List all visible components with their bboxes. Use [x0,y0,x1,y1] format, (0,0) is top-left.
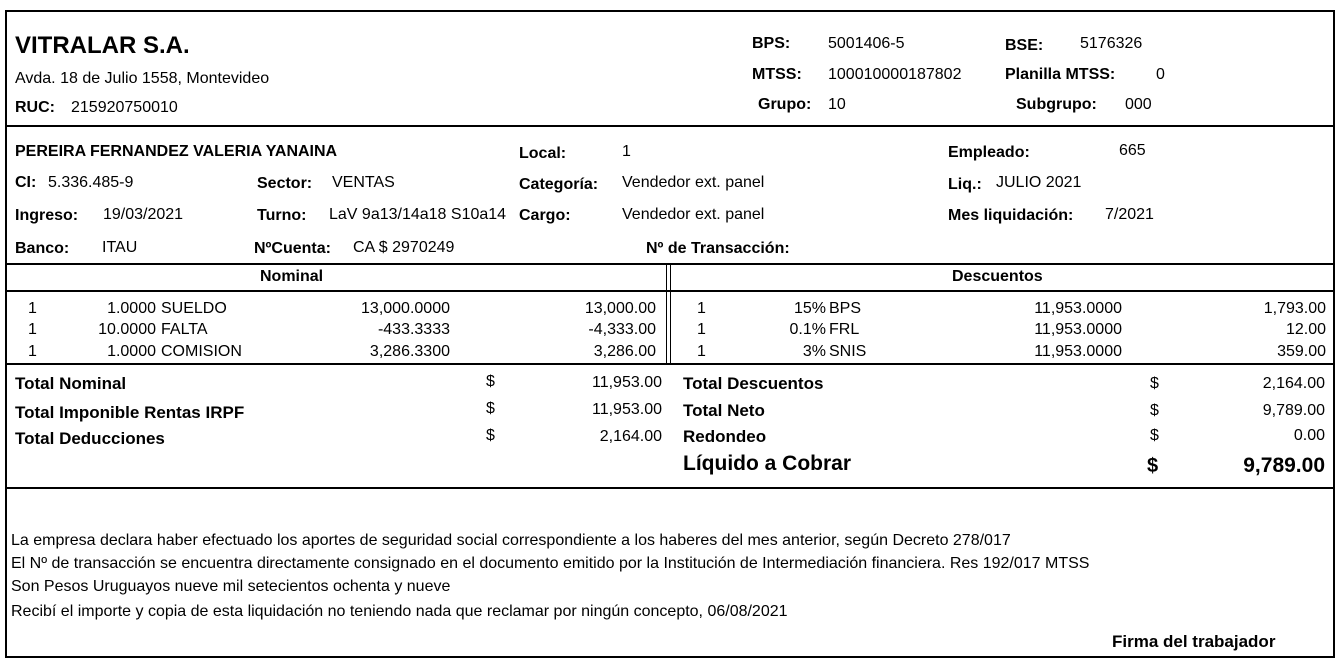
bse-label: BSE: [1005,37,1044,54]
turno-label: Turno: [257,207,307,224]
firma-label: Firma del trabajador [1112,632,1276,651]
nominal-base: -433.3333 [377,321,450,338]
nominal-code: 1 [28,321,37,338]
nominal-amount: 3,286.00 [593,343,656,360]
total-imponible-label: Total Imponible Rentas IRPF [15,403,245,422]
grupo-value: 10 [828,96,846,113]
bps-label: BPS: [752,35,791,52]
descuento-concept: SNIS [829,343,867,360]
mes-value: 7/2021 [1105,206,1154,223]
planilla-value: 0 [1156,66,1165,83]
total-imponible-currency: $ [486,400,495,417]
footer-line-4: Recibí el importe y copia de esta liquidación no teniendo nada que reclamar por ningún concepto, 06/08/2021 [11,603,788,620]
footer-line-2: El Nº de transacción se encuentra directamente consignado en el documento emitido por la Institución de Intermediación financiera. Res 192/017 MTSS [11,555,1090,572]
descuento-code: 1 [697,300,706,317]
total-descuentos-currency: $ [1150,375,1159,392]
ci-value: 5.336.485-9 [48,174,134,191]
redondeo-label: Redondeo [683,427,767,446]
ruc-label: RUC: [15,99,55,116]
descuento-amount: 1,793.00 [1263,300,1326,317]
liq-label: Liq.: [948,176,982,193]
ingreso-label: Ingreso: [15,207,79,224]
cargo-value: Vendedor ext. panel [622,206,765,223]
nominal-qty: 1.0000 [107,300,156,317]
planilla-label: Planilla MTSS: [1005,66,1116,83]
divider-rows [5,363,1335,365]
ruc-value: 215920750010 [71,99,178,116]
nominal-amount: -4,333.00 [588,321,656,338]
divider-totals [5,487,1335,489]
nominal-code: 1 [28,343,37,360]
total-neto-label: Total Neto [683,401,765,420]
liq-value: JULIO 2021 [996,174,1082,191]
nominal-base: 13,000.0000 [361,300,450,317]
ingreso-value: 19/03/2021 [103,206,184,223]
nominal-base: 3,286.3300 [369,343,450,360]
descuentos-header: Descuentos [952,268,1043,285]
categoria-value: Vendedor ext. panel [622,174,765,191]
total-deducciones-value: 2,164.00 [599,428,662,445]
total-deducciones-label: Total Deducciones [15,429,165,448]
transaccion-label: Nº de Transacción: [646,240,790,257]
redondeo-value: 0.00 [1293,427,1325,444]
banco-value: ITAU [102,239,138,256]
descuento-code: 1 [697,343,706,360]
divider-header [5,125,1335,127]
footer-line-1: La empresa declara haber efectuado los aportes de seguridad social correspondiente a los haberes del mes anterior, según Decreto 278/017 [11,532,1011,549]
descuento-rate: 3% [802,343,826,360]
nominal-concept: FALTA [161,321,208,338]
local-value: 1 [622,143,631,160]
total-neto-value: 9,789.00 [1262,402,1325,419]
descuento-code: 1 [697,321,706,338]
redondeo-currency: $ [1150,427,1159,444]
total-deducciones-currency: $ [486,427,495,444]
cuenta-label: NºCuenta: [254,240,331,257]
mtss-label: MTSS: [752,66,802,83]
bps-value: 5001406-5 [828,35,905,52]
descuento-base: 11,953.0000 [1034,321,1122,338]
sector-value: VENTAS [332,174,395,191]
total-descuentos-label: Total Descuentos [683,374,824,393]
empleado-label: Empleado: [948,144,1030,161]
company-address: Avda. 18 de Julio 1558, Montevideo [15,70,270,87]
empleado-value: 665 [1119,142,1146,159]
descuento-rate: 0.1% [789,321,826,338]
descuento-rate: 15% [793,300,826,317]
bse-value: 5176326 [1080,35,1143,52]
total-imponible-value: 11,953.00 [592,401,662,418]
cuenta-value: CA $ 2970249 [353,239,455,256]
liquido-value: 9,789.00 [1243,454,1325,477]
total-nominal-label: Total Nominal [15,374,127,393]
nominal-concept: SUELDO [161,300,227,317]
descuento-concept: FRL [829,321,860,338]
sector-label: Sector: [257,175,313,192]
categoria-label: Categoría: [519,176,599,193]
descuento-base: 11,953.0000 [1034,343,1122,360]
subgrupo-value: 000 [1125,96,1152,113]
nominal-code: 1 [28,300,37,317]
column-separator-a [666,265,667,363]
total-nominal-currency: $ [486,373,495,390]
nominal-amount: 13,000.00 [584,300,656,317]
column-separator-b [670,265,671,363]
total-nominal-value: 11,953.00 [592,374,662,391]
nominal-qty: 10.0000 [98,321,156,338]
descuento-amount: 12.00 [1285,321,1326,338]
cargo-label: Cargo: [519,207,571,224]
nominal-header: Nominal [260,268,324,285]
mes-label: Mes liquidación: [948,207,1074,224]
descuento-amount: 359.00 [1277,343,1326,360]
grupo-label: Grupo: [758,96,812,113]
total-neto-currency: $ [1150,402,1159,419]
descuento-concept: BPS [829,300,862,317]
descuento-base: 11,953.0000 [1034,300,1122,317]
turno-value: LaV 9a13/14a18 S10a14 [329,206,507,223]
liquido-currency: $ [1147,455,1159,477]
company-name: VITRALAR S.A. [15,32,190,59]
employee-name: PEREIRA FERNANDEZ VALERIA YANAINA [15,143,338,160]
liquido-label: Líquido a Cobrar [683,452,851,475]
subgrupo-label: Subgrupo: [1016,96,1097,113]
banco-label: Banco: [15,240,70,257]
local-label: Local: [519,145,567,162]
total-descuentos-value: 2,164.00 [1262,375,1325,392]
nominal-qty: 1.0000 [107,343,156,360]
ci-label: CI: [15,174,37,191]
mtss-value: 100010000187802 [828,66,962,83]
footer-line-3: Son Pesos Uruguayos nueve mil setecientos ochenta y nueve [11,578,451,595]
nominal-concept: COMISION [161,343,242,360]
